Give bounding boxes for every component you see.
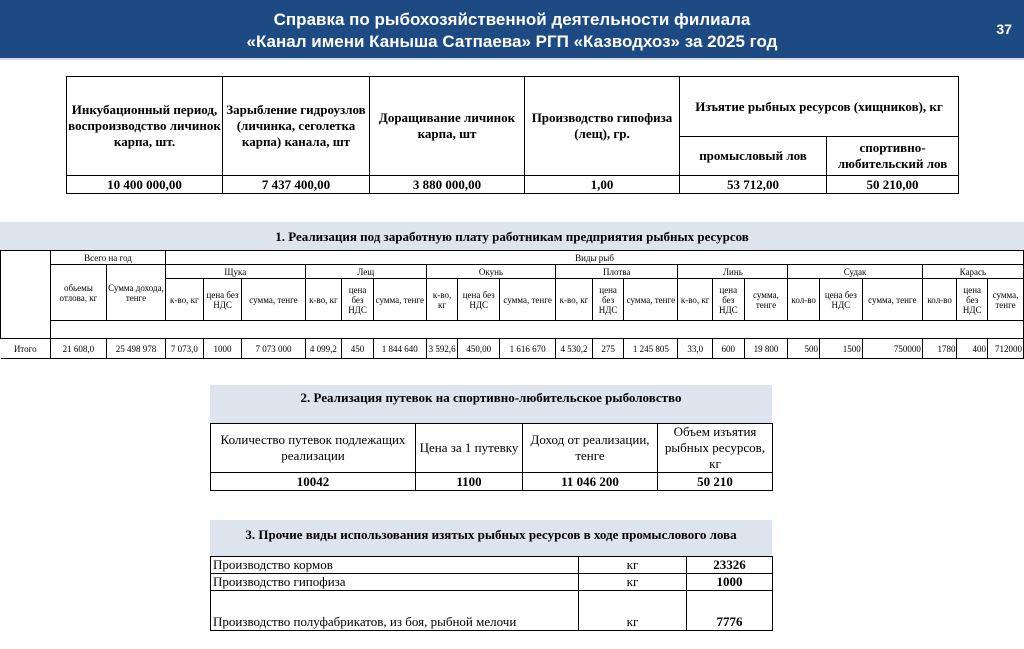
- volume-header: обьемы отлова, кг: [50, 265, 106, 321]
- permit-volume: 50 210: [658, 473, 773, 491]
- total-label: Итого: [1, 339, 51, 359]
- permits-count-header: Количество путевок подлежащих реализации: [211, 424, 416, 473]
- other-uses-table: [210, 556, 773, 631]
- species-tench: Линь: [678, 265, 788, 279]
- sub-header: сумма, тенге: [373, 279, 426, 321]
- sub-header: к-во, кг: [305, 279, 342, 321]
- bream-value: 1 844 640: [373, 339, 426, 359]
- sub-header: цена без НДС: [957, 279, 988, 321]
- other-use-unit: кг: [579, 574, 687, 591]
- species-crucian: Карась: [922, 265, 1023, 279]
- page-number: 37: [996, 21, 1012, 37]
- sub-header: цена без НДС: [203, 279, 242, 321]
- species-pike: Щука: [166, 265, 306, 279]
- perch-value: 450,00: [458, 339, 500, 359]
- salary-fish-table: [0, 250, 1024, 359]
- title-line-2: «Канал имени Каныша Сатпаева» РГП «Казводхоз» за 2025 год: [246, 32, 778, 51]
- summary-header-sport: спортивно-любительский лов: [827, 137, 959, 176]
- pike-value: 7 073,0: [166, 339, 204, 359]
- pike-value: 1000: [203, 339, 242, 359]
- summary-value: 1,00: [525, 176, 680, 194]
- total-volume: 21 608,0: [50, 339, 106, 359]
- tench-value: 19 800: [744, 339, 788, 359]
- summary-value: 10 400 000,00: [67, 176, 223, 194]
- species-perch: Окунь: [426, 265, 555, 279]
- species-header: Виды рыб: [166, 251, 1024, 265]
- sub-header: к-во, кг: [678, 279, 713, 321]
- crucian-value: 712000: [988, 339, 1024, 359]
- summary-header-hypophysis: Производство гипофиза (лещ), гр.: [525, 77, 680, 176]
- bream-value: 450: [342, 339, 374, 359]
- other-use-unit: кг: [579, 557, 687, 574]
- zander-value: 500: [788, 339, 820, 359]
- sub-header: цена без НДС: [819, 279, 862, 321]
- roach-value: 275: [592, 339, 624, 359]
- other-use-value: 7776: [687, 591, 773, 631]
- other-use-name: Производство полуфабрикатов, из боя, рыбной мелочи: [211, 591, 579, 631]
- total-income: 25 498 978: [106, 339, 165, 359]
- species-zander: Судак: [788, 265, 922, 279]
- permits-count: 10042: [211, 473, 416, 491]
- summary-header-catch: Изъятие рыбных ресурсов (хищников), кг: [680, 77, 959, 137]
- summary-table: [66, 76, 959, 194]
- roach-value: 4 530,2: [556, 339, 593, 359]
- title-bar: [0, 0, 1024, 58]
- crucian-value: 1780: [922, 339, 957, 359]
- permit-price: 1100: [416, 473, 523, 491]
- other-use-unit: кг: [579, 591, 687, 631]
- perch-value: 1 616 670: [500, 339, 556, 359]
- sub-header: сумма, тенге: [988, 279, 1024, 321]
- summary-header-commercial: промысловый лов: [680, 137, 827, 176]
- sub-header: сумма, тенге: [242, 279, 305, 321]
- zander-value: 1500: [819, 339, 862, 359]
- other-use-name: Производство кормов: [211, 557, 579, 574]
- other-use-value: 1000: [687, 574, 773, 591]
- sub-header: цена без НДС: [458, 279, 500, 321]
- title-line-1: Справка по рыбохозяйственной деятельности филиала: [273, 10, 751, 29]
- other-use-name: Производство гипофиза: [211, 574, 579, 591]
- sub-header: цена без НДС: [713, 279, 745, 321]
- perch-value: 3 592,6: [426, 339, 458, 359]
- sub-header: кол-во: [788, 279, 820, 321]
- summary-value: 7 437 400,00: [223, 176, 370, 194]
- bream-value: 4 099,2: [305, 339, 342, 359]
- roach-value: 1 245 805: [624, 339, 678, 359]
- sub-header: сумма, тенге: [500, 279, 556, 321]
- tench-value: 600: [713, 339, 745, 359]
- summary-value: 50 210,00: [827, 176, 959, 194]
- sub-header: цена без НДС: [592, 279, 624, 321]
- row-label-blank: [1, 251, 51, 339]
- permit-income-header: Доход от реализации, тенге: [523, 424, 658, 473]
- section2-title: 2. Реализация путевок на спортивно-любительское рыболовство: [210, 385, 772, 423]
- pike-value: 7 073 000: [242, 339, 305, 359]
- sub-header: сумма, тенге: [862, 279, 922, 321]
- species-bream: Лещ: [305, 265, 426, 279]
- total-year-header: Всего на год: [50, 251, 165, 265]
- permit-income: 11 046 200: [523, 473, 658, 491]
- section3-title: 3. Прочие виды использования изятых рыбных ресурсов в ходе промыслового лова: [210, 520, 772, 556]
- permits-table: [210, 423, 773, 491]
- permit-price-header: Цена за 1 путевку: [416, 424, 523, 473]
- summary-value: 3 880 000,00: [370, 176, 525, 194]
- other-use-value: 23326: [687, 557, 773, 574]
- sub-header: к-во, кг: [166, 279, 204, 321]
- sub-header: сумма, тенге: [744, 279, 788, 321]
- permit-volume-header: Объем изъятия рыбных ресурсов, кг: [658, 424, 773, 473]
- summary-header-rearing: Доращивание личинок карпа, шт: [370, 77, 525, 176]
- summary-header-stocking: Зарыбление гидроузлов (личинка, сеголетка карпа) канала, шт: [223, 77, 370, 176]
- sub-header: кол-во: [922, 279, 957, 321]
- species-roach: Плотва: [556, 265, 678, 279]
- sub-header: к-во, кг: [556, 279, 593, 321]
- empty-row: [50, 321, 1023, 339]
- sub-header: цена без НДС: [342, 279, 374, 321]
- zander-value: 750000: [862, 339, 922, 359]
- section1-title: 1. Реализация под заработную плату работникам предприятия рыбных ресурсов: [0, 222, 1024, 250]
- tench-value: 33,0: [678, 339, 713, 359]
- crucian-value: 400: [957, 339, 988, 359]
- summary-value: 53 712,00: [680, 176, 827, 194]
- title-underline: [0, 58, 1024, 60]
- sub-header: к-во, кг: [426, 279, 458, 321]
- sub-header: сумма, тенге: [624, 279, 678, 321]
- summary-header-incubation: Инкубационный период, воспроизводство личинок карпа, шт.: [67, 77, 223, 176]
- income-header: Сумма дохода, тенге: [106, 265, 165, 321]
